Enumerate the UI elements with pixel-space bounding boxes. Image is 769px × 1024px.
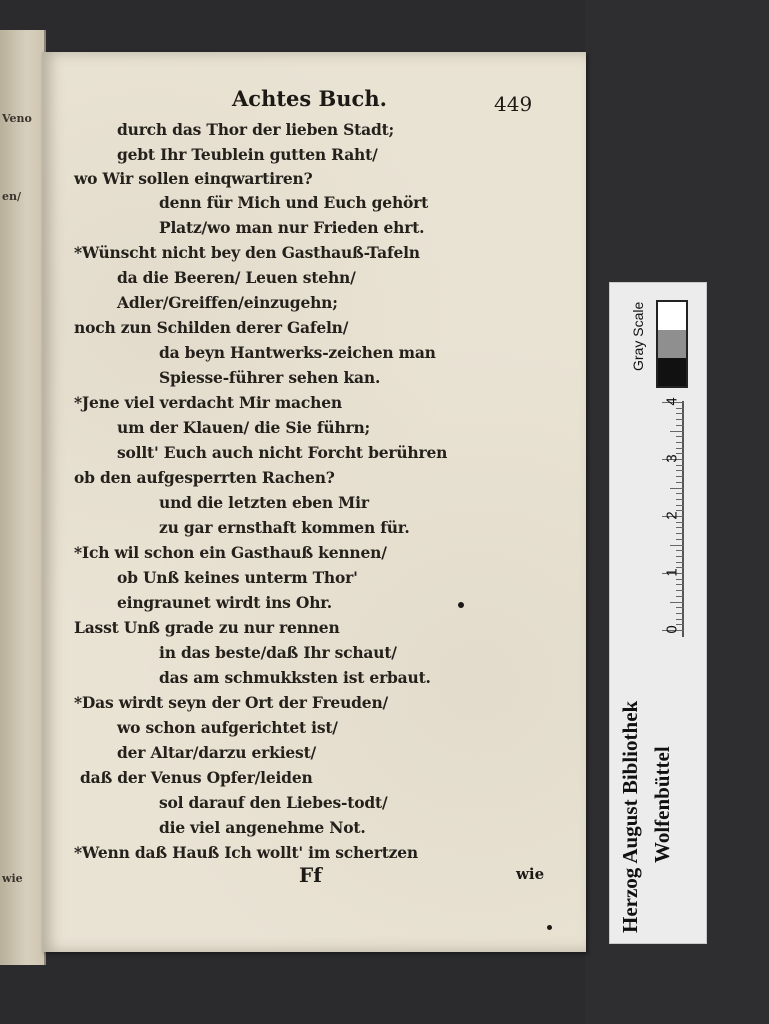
text-line: eingraunet wirdt ins Ohr. — [117, 593, 333, 612]
ruler-tick — [676, 590, 684, 591]
facing-page-edge — [0, 30, 46, 965]
ruler-tick — [676, 527, 684, 528]
text-line: sol darauf den Liebes-todt/ — [159, 793, 388, 812]
ruler-tick — [676, 505, 684, 506]
ruler-tick — [676, 419, 684, 420]
text-line: *Ich wil schon ein Gasthauß kennen/ — [74, 543, 387, 562]
ruler-number: 1 — [663, 568, 681, 577]
text-line: zu gar ernsthaft kommen für. — [159, 518, 410, 537]
text-line: wo schon aufgerichtet ist/ — [117, 718, 338, 737]
ruler-tick — [670, 431, 684, 432]
running-title: Achtes Buch. — [232, 86, 387, 111]
text-line: denn für Mich und Euch gehört — [159, 193, 429, 212]
ink-spot — [547, 925, 552, 930]
ruler-tick — [676, 413, 684, 414]
ruler-tick — [676, 619, 684, 620]
institution-name: Herzog August Bibliothek — [618, 700, 642, 933]
text-line: Platz/wo man nur Frieden ehrt. — [159, 218, 425, 237]
text-line: da beyn Hantwerks-zeichen man — [159, 343, 436, 362]
ruler-number: 3 — [663, 454, 681, 463]
book-page — [42, 52, 586, 952]
ink-spot — [458, 602, 464, 608]
text-line: sollt' Euch auch nicht Forcht berühren — [117, 443, 448, 462]
ruler-tick — [676, 596, 684, 597]
ruler-tick — [676, 476, 684, 477]
ruler-tick — [676, 448, 684, 449]
catchword: wie — [516, 865, 545, 883]
ruler-tick — [670, 488, 684, 489]
ruler-tick — [676, 562, 684, 563]
ruler-tick — [670, 602, 684, 603]
text-line: daß der Venus Opfer/leiden — [80, 768, 313, 787]
ruler-tick — [676, 607, 684, 608]
text-line: Adler/Greiffen/einzugehn; — [117, 293, 338, 312]
ruler-tick — [676, 584, 684, 585]
left-fragment: wie — [2, 872, 23, 885]
text-line: und die letzten eben Mir — [159, 493, 369, 512]
text-line: der Altar/darzu erkiest/ — [117, 743, 316, 762]
left-fragment: Veno — [2, 112, 32, 125]
ruler-tick — [676, 556, 684, 557]
text-line: da die Beeren/ Leuen stehn/ — [117, 268, 356, 287]
ruler-tick — [676, 579, 684, 580]
ruler-tick — [676, 482, 684, 483]
ruler-tick — [676, 408, 684, 409]
text-line: *Das wirdt seyn der Ort der Freuden/ — [74, 693, 388, 712]
black-swatch — [658, 358, 686, 386]
ruler-number: 2 — [663, 511, 681, 520]
gray-swatch — [658, 330, 686, 358]
text-line: durch das Thor der lieben Stadt; — [117, 120, 395, 139]
ruler-tick — [676, 499, 684, 500]
text-line: gebt Ihr Teublein gutten Raht/ — [117, 145, 378, 164]
text-line: *Wünscht nicht bey den Gasthauß-Tafeln — [74, 243, 420, 262]
text-line: *Jene viel verdacht Mir machen — [74, 393, 342, 412]
ruler-tick — [676, 425, 684, 426]
page-number: 449 — [494, 92, 533, 116]
text-line: das am schmukksten ist erbaut. — [159, 668, 431, 687]
ruler-tick — [676, 522, 684, 523]
ruler-tick — [676, 533, 684, 534]
ruler-number: 0 — [663, 625, 681, 634]
ruler-tick — [676, 539, 684, 540]
left-fragment: en/ — [2, 190, 22, 203]
signature-mark: Ff — [299, 863, 322, 887]
gray-scale-label: Gray Scale — [630, 301, 646, 371]
text-line: Lasst Unß grade zu nur rennen — [74, 618, 340, 637]
text-line: Spiesse-führer sehen kan. — [159, 368, 381, 387]
text-line: ob Unß keines unterm Thor' — [117, 568, 358, 587]
ruler-number: 4 — [663, 397, 681, 406]
text-line: die viel angenehme Not. — [159, 818, 366, 837]
gray-swatches — [656, 300, 688, 388]
text-line: noch zun Schilden derer Gafeln/ — [74, 318, 349, 337]
ruler-tick — [670, 545, 684, 546]
ruler-tick — [676, 436, 684, 437]
text-line: in das beste/daß Ihr schaut/ — [159, 643, 397, 662]
ruler-tick — [676, 465, 684, 466]
text-line: ob den aufgesperrten Rachen? — [74, 468, 335, 487]
ruler-tick — [676, 442, 684, 443]
ruler-tick — [676, 470, 684, 471]
text-line: um der Klauen/ die Sie führn; — [117, 418, 371, 437]
gray-scale-card — [609, 282, 707, 944]
text-line: wo Wir sollen einqwartiren? — [74, 169, 313, 188]
white-swatch — [658, 302, 686, 330]
ruler-tick — [676, 613, 684, 614]
ruler-tick — [676, 550, 684, 551]
institution-city: Wolfenbüttel — [650, 746, 674, 863]
ruler-tick — [676, 493, 684, 494]
text-line: *Wenn daß Hauß Ich wollt' im schertzen — [74, 843, 418, 862]
